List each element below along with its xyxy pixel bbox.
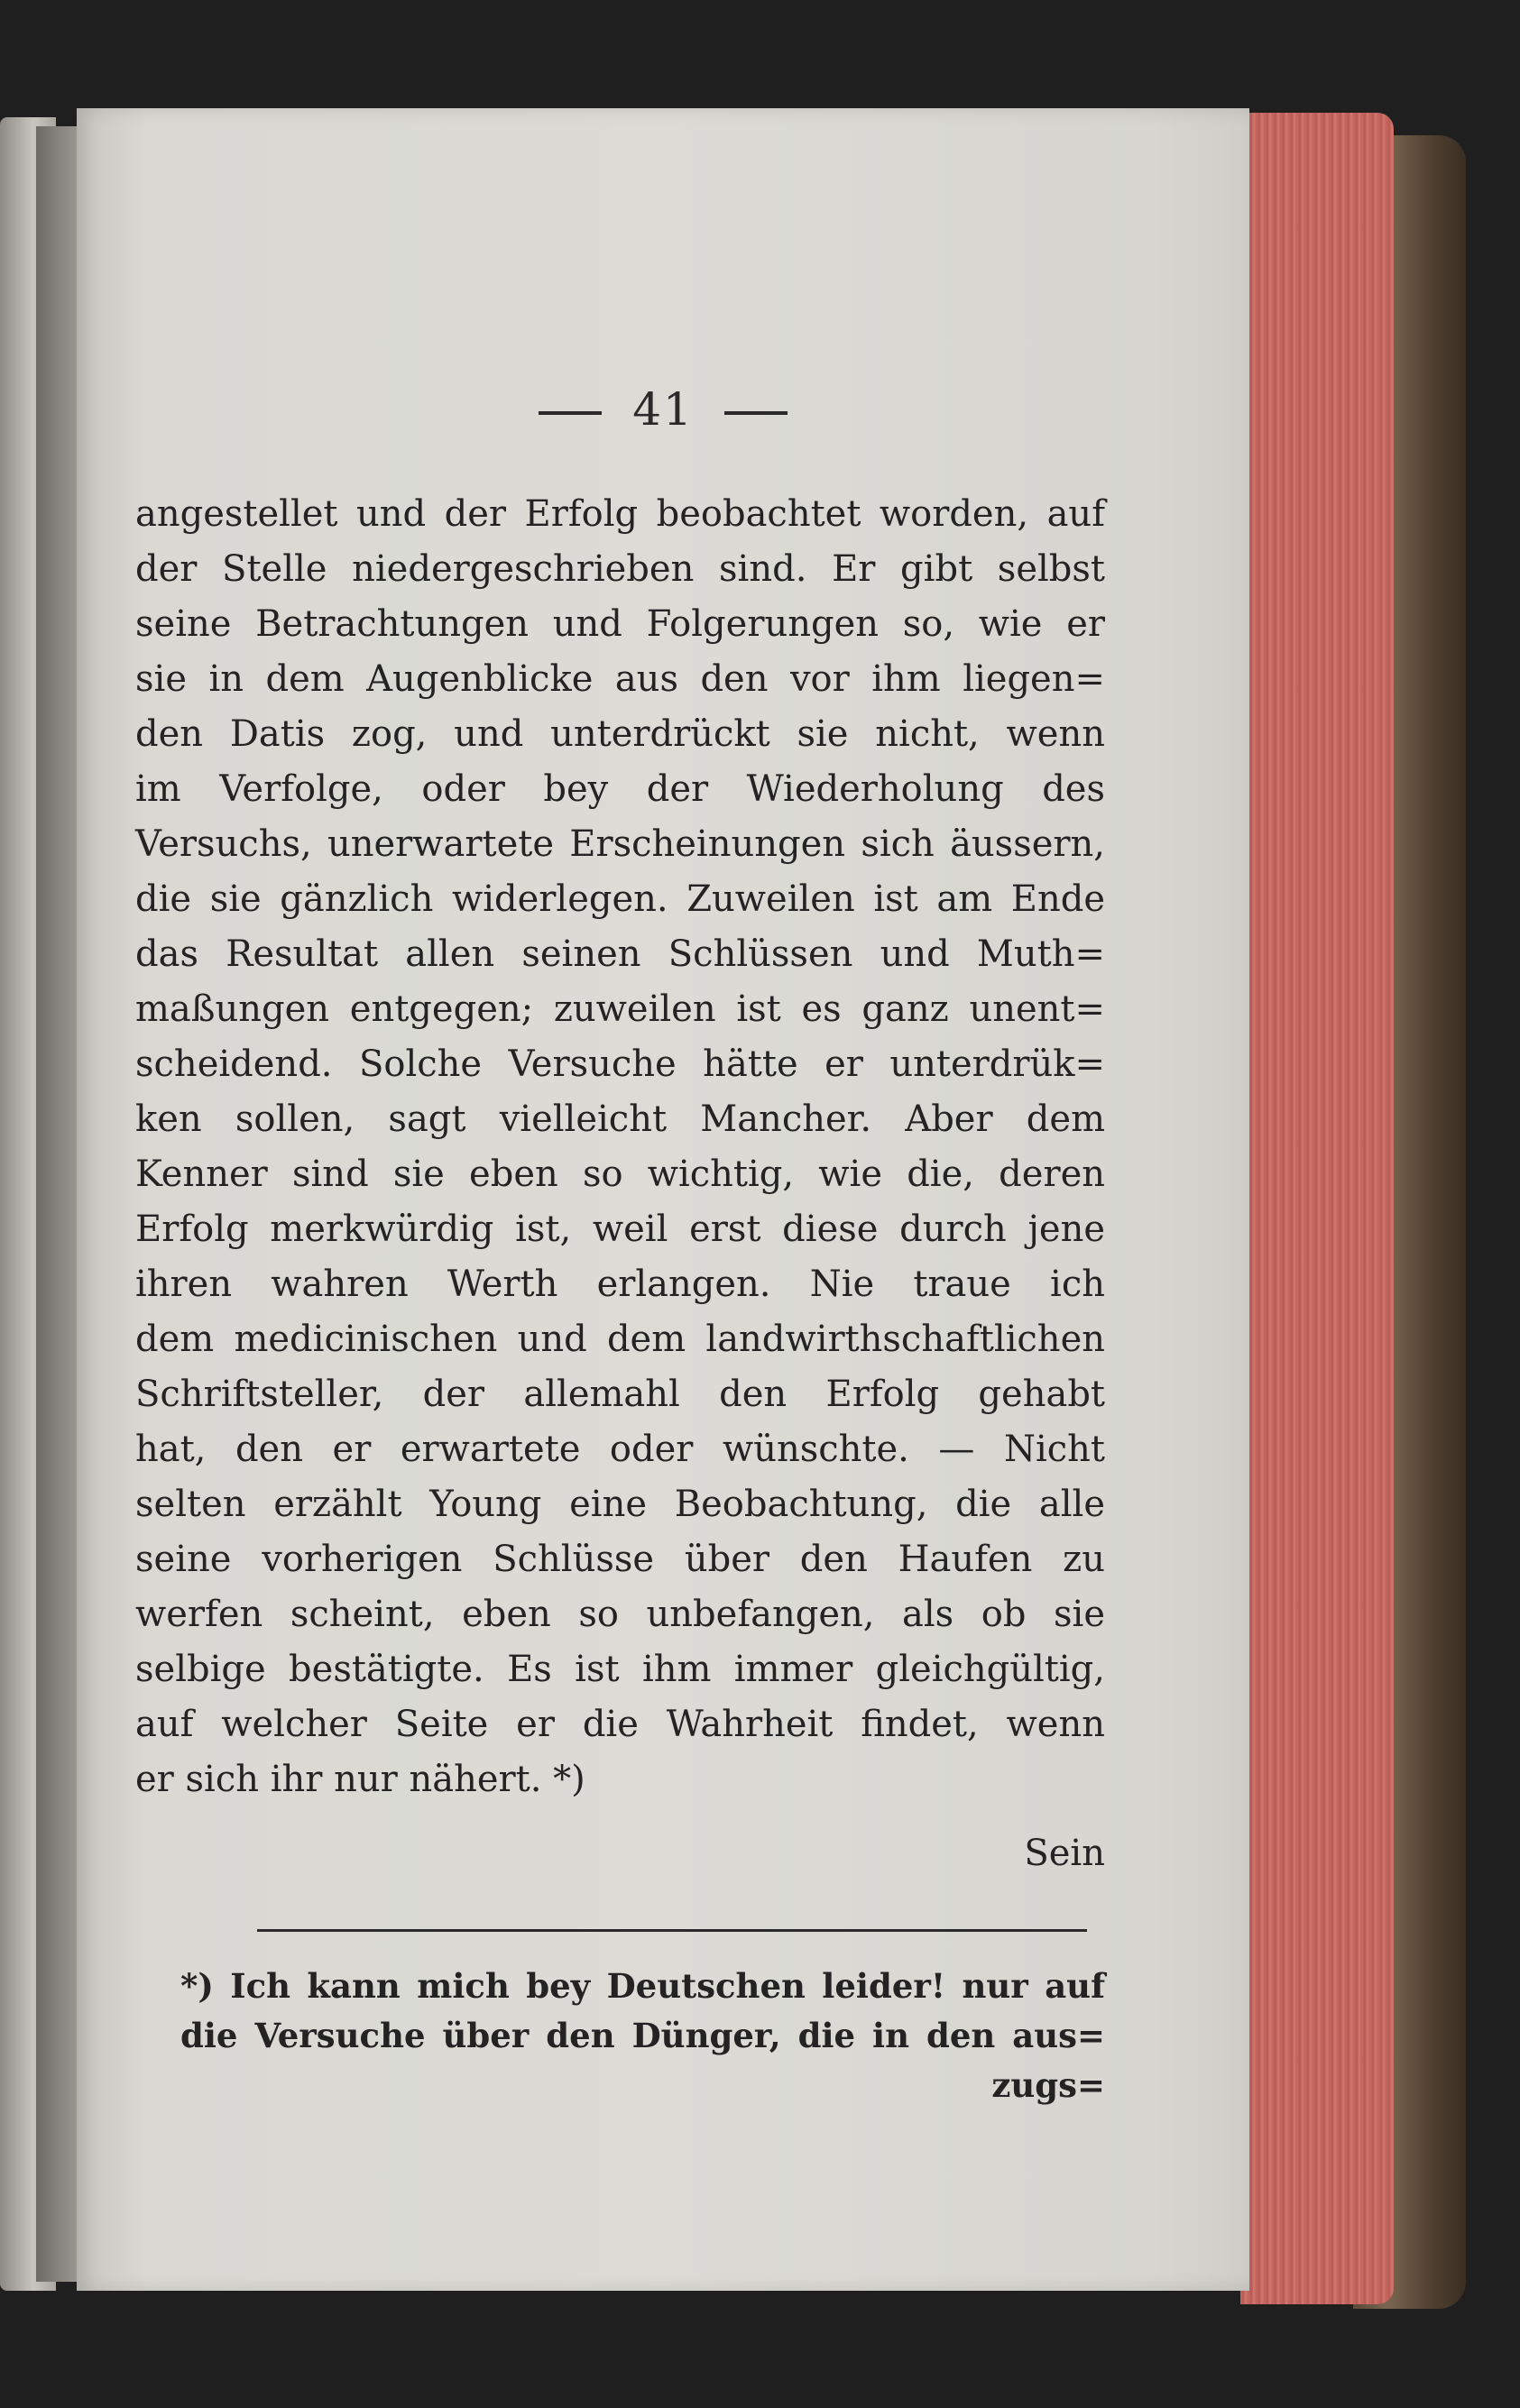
book-page — [77, 108, 1249, 2291]
text-line: hat, den er erwartete oder wünschte. — Nicht — [135, 1429, 1105, 1470]
catchword: Sein — [1024, 1833, 1105, 1874]
text-line: werfen scheint, eben so unbefangen, als ob sie — [135, 1594, 1105, 1635]
footnote-line: *) Ich kann mich bey Deutschen leider! nur auf — [180, 1966, 1105, 2006]
text-line: auf welcher Seite er die Wahrheit findet, wenn — [135, 1704, 1105, 1745]
red-page-edges — [1240, 113, 1394, 2304]
text-line: ihren wahren Werth erlangen. Nie traue ich — [135, 1264, 1105, 1305]
footnote-line: die Versuche über den Dünger, die in den aus= — [180, 2016, 1105, 2055]
text-line: dem medicinischen und dem landwirthschaftlichen — [135, 1319, 1105, 1360]
book-gutter — [36, 126, 79, 2282]
text-line: er sich ihr nur nähert. *) — [135, 1759, 585, 1800]
text-line: Kenner sind sie eben so wichtig, wie die, deren — [135, 1153, 1105, 1195]
text-line: im Verfolge, oder bey der Wiederholung des — [135, 768, 1105, 810]
text-line: ken sollen, sagt vielleicht Mancher. Aber dem — [135, 1098, 1105, 1140]
header-dash-right — [724, 411, 788, 415]
text-line: Schriftsteller, der allemahl den Erfolg gehabt — [135, 1374, 1105, 1415]
text-line: Versuchs, unerwartete Erscheinungen sich äussern, — [135, 823, 1105, 865]
text-line: den Datis zog, und unterdrückt sie nicht, wenn — [135, 713, 1105, 755]
text-line: Erfolg merkwürdig ist, weil erst diese durch jene — [135, 1209, 1105, 1250]
text-line: das Resultat allen seinen Schlüssen und Muth= — [135, 933, 1105, 975]
text-line: angestellet und der Erfolg beobachtet worden, auf — [135, 493, 1105, 535]
text-line: seine vorherigen Schlüsse über den Haufen zu — [135, 1539, 1105, 1580]
text-line: die sie gänzlich widerlegen. Zuweilen ist am Ende — [135, 878, 1105, 920]
text-line: selbige bestätigte. Es ist ihm immer gleichgültig, — [135, 1649, 1105, 1690]
page-number: 41 — [632, 383, 694, 436]
text-line: sie in dem Augenblicke aus den vor ihm liegen= — [135, 658, 1105, 700]
text-line: maßungen entgegen; zuweilen ist es ganz unent= — [135, 988, 1105, 1030]
text-line: scheidend. Solche Versuche hätte er unterdrük= — [135, 1043, 1105, 1085]
footnote — [180, 1962, 1105, 2110]
page-header — [77, 383, 1249, 436]
text-line: selten erzählt Young eine Beobachtung, die alle — [135, 1484, 1105, 1525]
footnote-rule — [257, 1929, 1087, 1932]
header-dash-left — [539, 411, 602, 415]
footnote-line: zugs= — [991, 2065, 1105, 2105]
text-line: seine Betrachtungen und Folgerungen so, wie er — [135, 603, 1105, 645]
text-line: der Stelle niedergeschrieben sind. Er gibt selbst — [135, 548, 1105, 590]
body-text — [135, 487, 1105, 1807]
